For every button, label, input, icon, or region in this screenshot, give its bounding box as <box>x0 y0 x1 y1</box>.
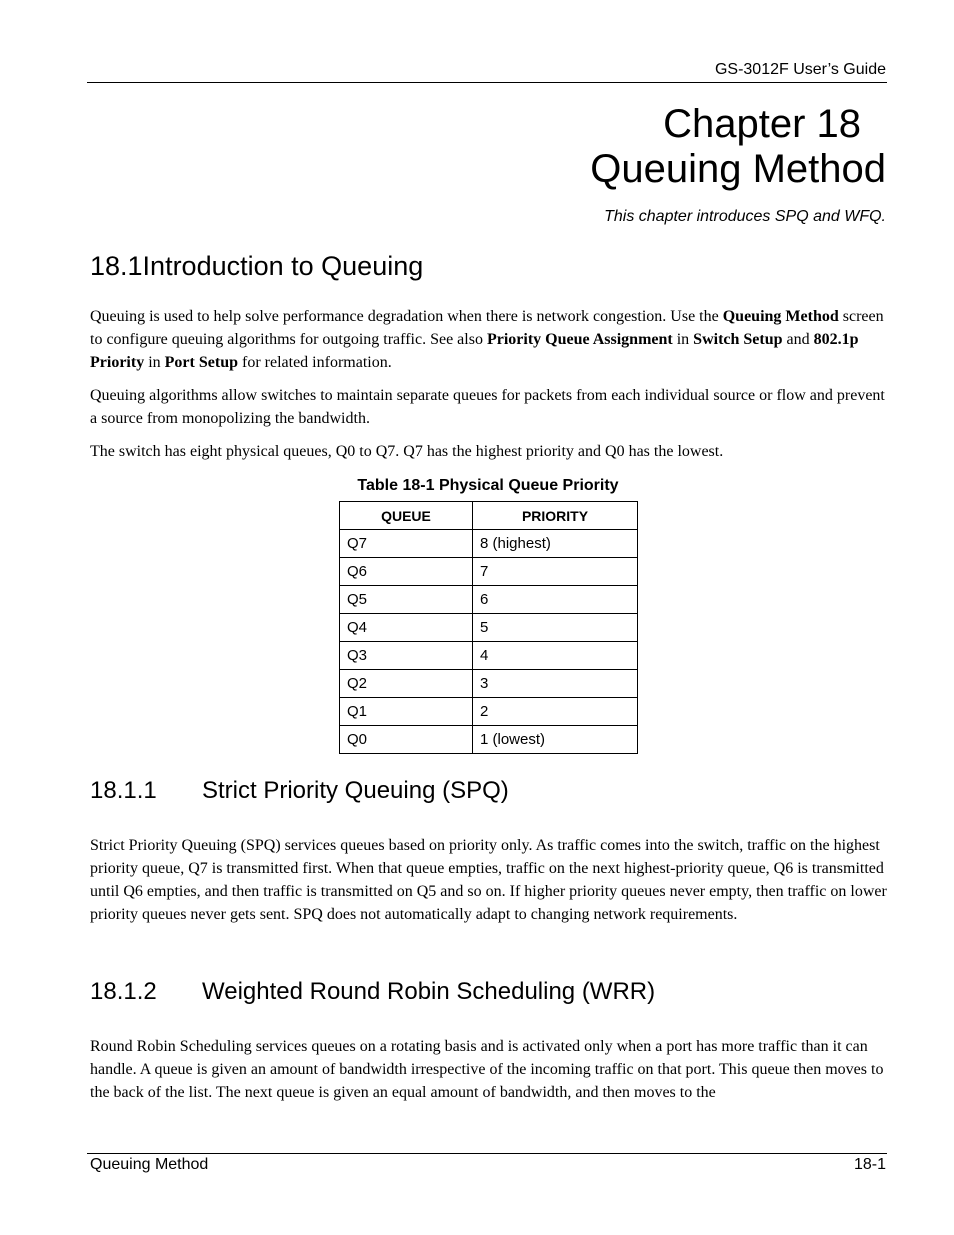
intro-text: Queuing is used to help solve performance degradation when there is network congestion. Use the <box>90 308 723 325</box>
intro-paragraph-1 <box>90 305 888 374</box>
queue-cell: Q6 <box>340 558 473 586</box>
queue-cell: Q5 <box>340 586 473 614</box>
queue-priority-table <box>339 501 638 754</box>
column-header-priority: PRIORITY <box>473 502 638 530</box>
intro-text: screen to configure queuing algorithms for outgoing traffic. See also <box>90 308 884 348</box>
footer-chapter-name: Queuing Method <box>90 1156 209 1173</box>
section-title: Weighted Round Robin Scheduling (WRR) <box>202 978 656 1005</box>
priority-cell: 3 <box>473 670 638 698</box>
table-row <box>340 586 638 614</box>
queue-cell: Q4 <box>340 614 473 642</box>
intro-text: and <box>782 331 814 348</box>
queuing-method-term: Queuing Method <box>722 308 839 325</box>
intro-paragraph-3: The switch has eight physical queues, Q0 to Q7. Q7 has the highest priority and Q0 has the lowest. <box>90 443 724 460</box>
priority-cell: 2 <box>473 698 638 726</box>
footer-divider <box>87 1153 887 1154</box>
intro-paragraph-2: Queuing algorithms allow switches to maintain separate queues for packets from each individual source or flow and prevent a source from monopolizing the bandwidth. <box>90 387 885 427</box>
priority-cell: 4 <box>473 642 638 670</box>
queue-cell: Q2 <box>340 670 473 698</box>
running-header-title: GS-3012F User’s Guide <box>714 61 886 78</box>
table-row <box>340 670 638 698</box>
intro-text: for related information. <box>237 354 392 371</box>
footer-page-number: 18-1 <box>853 1156 886 1173</box>
table-row <box>340 558 638 586</box>
section-number: 18.1.2 <box>90 978 157 1005</box>
table-row <box>340 698 638 726</box>
priority-cell: 1 (lowest) <box>473 726 638 754</box>
intro-text: in <box>672 331 694 348</box>
chapter-number: Chapter 18 <box>663 102 861 146</box>
header-divider <box>87 82 887 83</box>
priority-8021p-term: 802.1p Priority <box>90 331 859 371</box>
column-header-queue: QUEUE <box>340 502 473 530</box>
table-row <box>340 614 638 642</box>
section-heading-18-1-1 <box>90 777 509 805</box>
spq-paragraph: Strict Priority Queuing (SPQ) services queues based on priority only. As traffic comes into the switch, traffic on the highest priority queue, Q7 is transmitted first. When that queue empties, traffic on the next highest-priority queue, Q6 is transmitted until Q6 empties, and then traffic is transmitted on Q5 and so on. If higher priority queues never empty, then traffic on lower priority queues never gets sent. SPQ does not automatically adapt to changing network requirements. <box>90 837 887 923</box>
switch-setup-term: Switch Setup <box>693 331 783 348</box>
table-row <box>340 726 638 754</box>
table-header-row <box>340 502 638 530</box>
section-title: Strict Priority Queuing (SPQ) <box>202 777 509 804</box>
chapter-intro: This chapter introduces SPQ and WFQ. <box>604 208 886 225</box>
priority-queue-assignment-term: Priority Queue Assignment <box>486 331 673 348</box>
priority-cell: 5 <box>473 614 638 642</box>
table-row <box>340 642 638 670</box>
section-number: 18.1.1 <box>90 777 157 804</box>
table-caption: Table 18-1 Physical Queue Priority <box>357 477 619 494</box>
priority-cell: 7 <box>473 558 638 586</box>
section-heading-18-1-2 <box>90 978 655 1006</box>
intro-text: in <box>144 354 165 371</box>
queue-cell: Q0 <box>340 726 473 754</box>
priority-cell: 8 (highest) <box>473 530 638 558</box>
queue-cell: Q3 <box>340 642 473 670</box>
table-row <box>340 530 638 558</box>
section-heading-18-1: 18.1Introduction to Queuing <box>90 251 424 281</box>
port-setup-term: Port Setup <box>164 354 238 371</box>
priority-cell: 6 <box>473 586 638 614</box>
chapter-title: Queuing Method <box>590 147 886 191</box>
wrr-paragraph: Round Robin Scheduling services queues on a rotating basis and is activated only when a port has more traffic than it can handle. A queue is given an amount of bandwidth irrespective of the incoming traffic on that port. This queue then moves to the back of the list. The next queue is given an equal amount of bandwidth, and then moves to the <box>90 1038 884 1101</box>
queue-cell: Q7 <box>340 530 473 558</box>
queue-cell: Q1 <box>340 698 473 726</box>
